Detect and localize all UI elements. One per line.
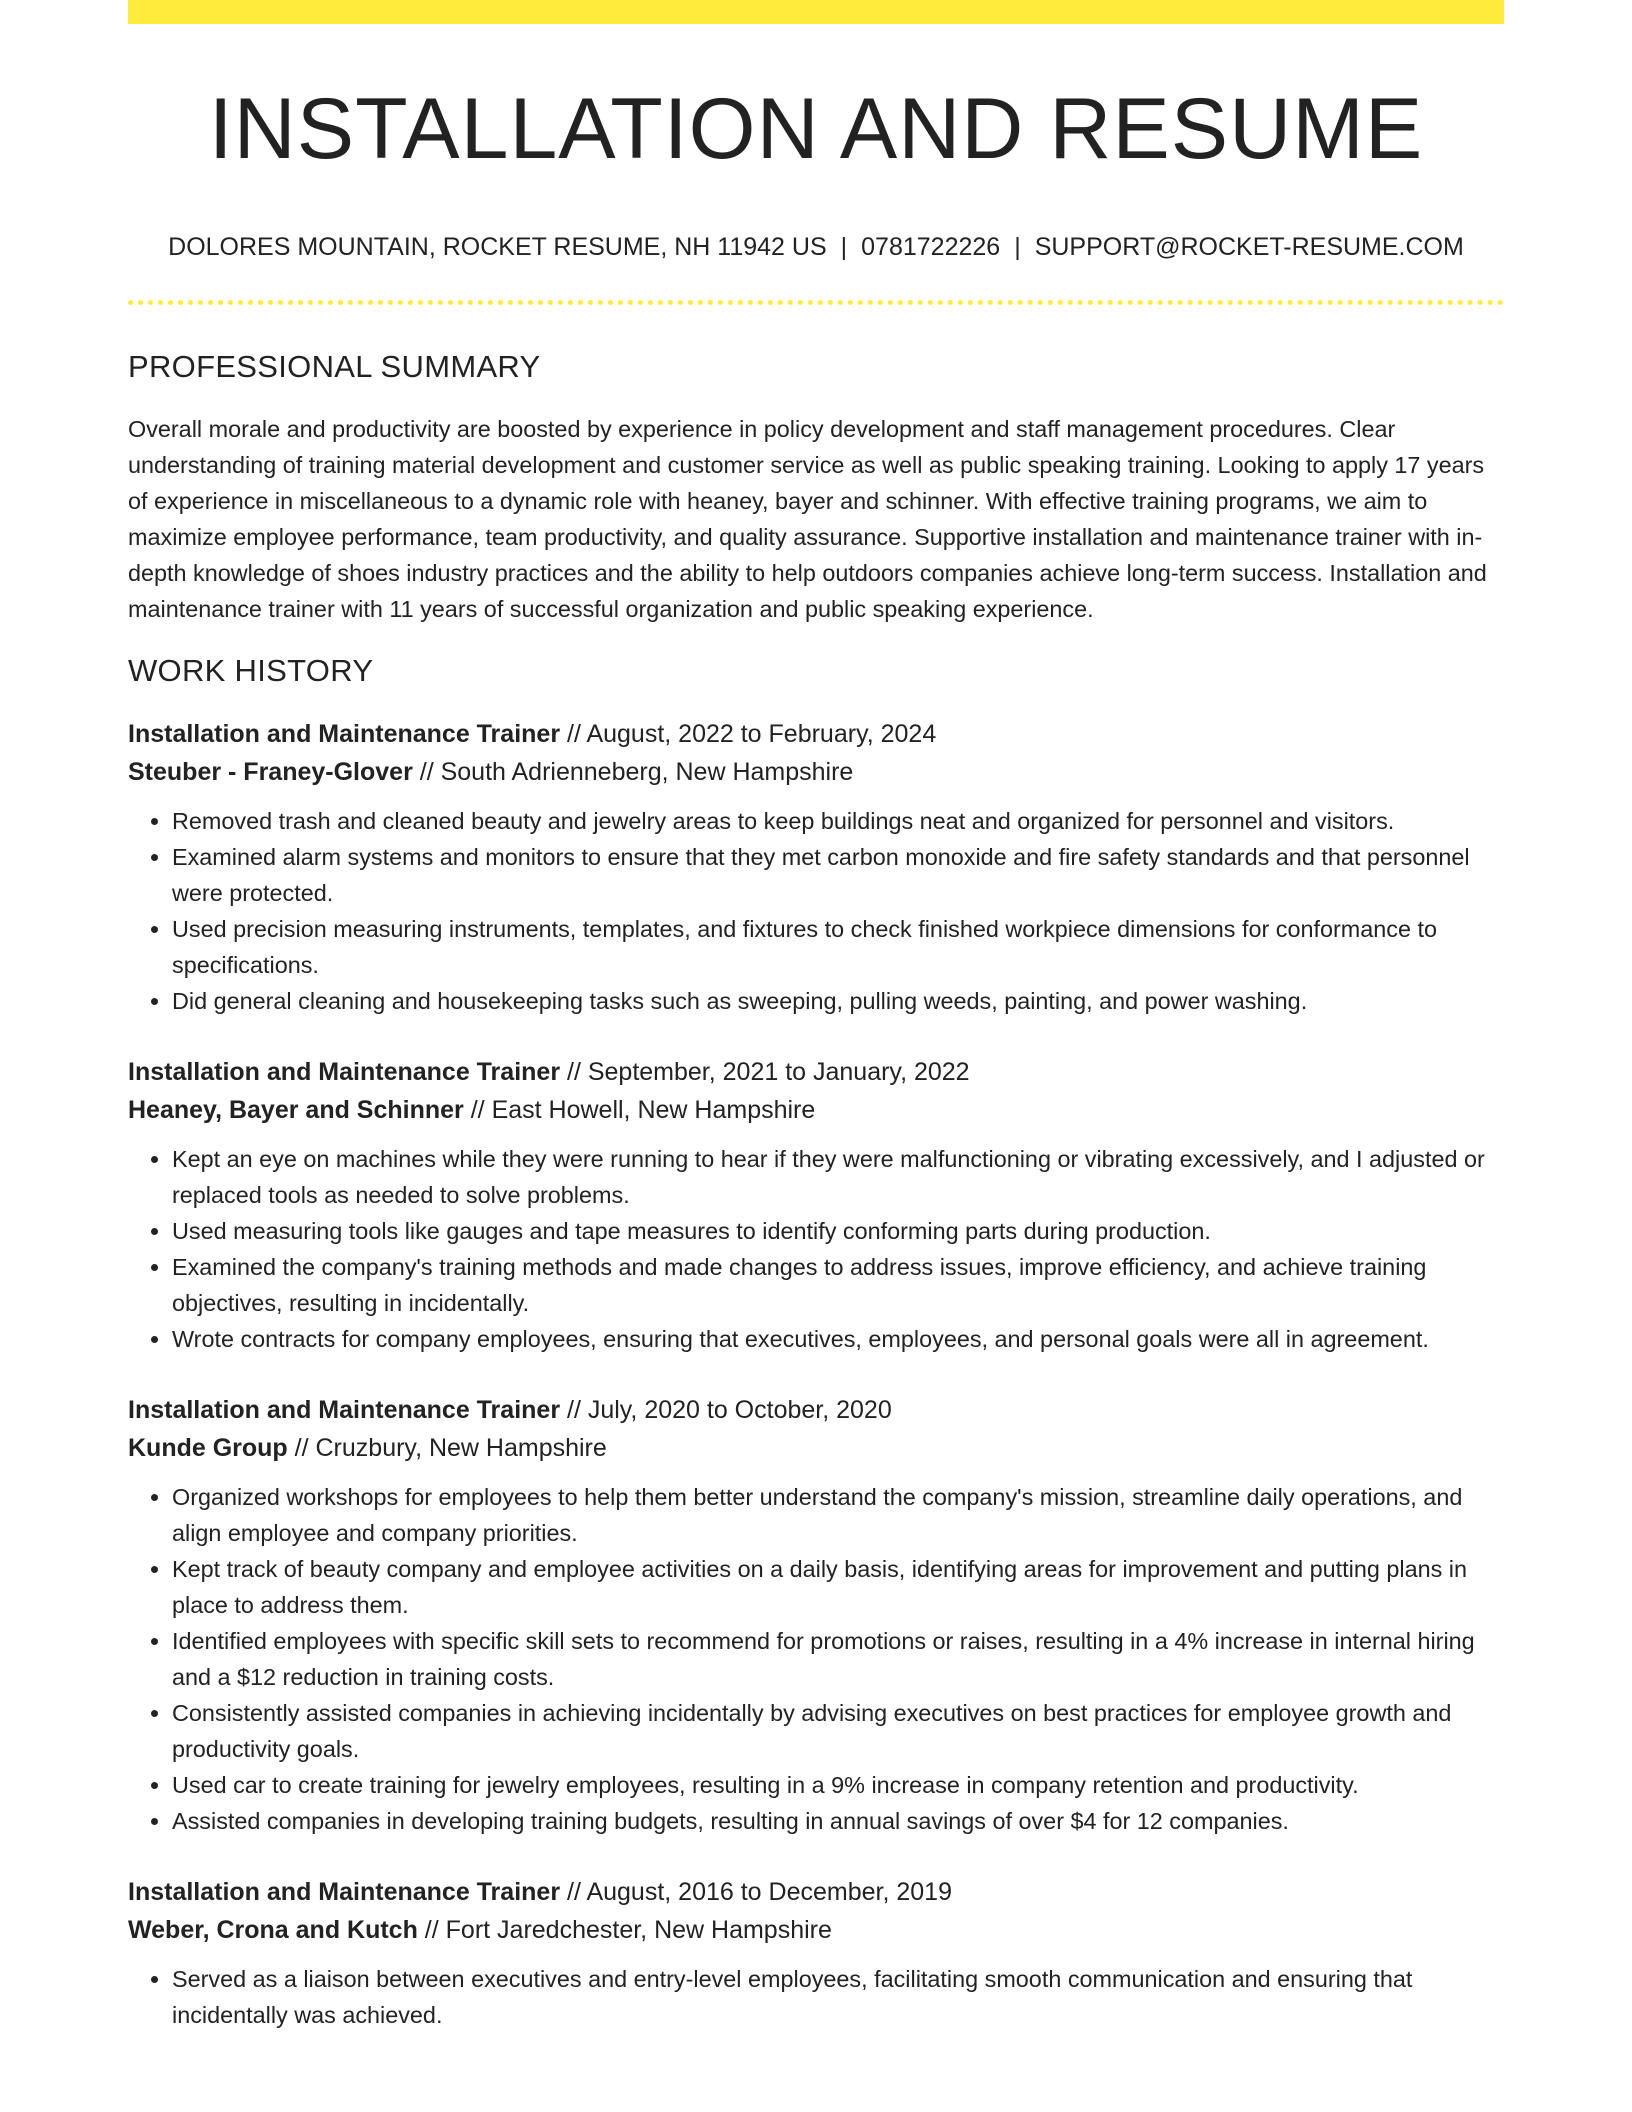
job-company: Steuber - Franey-Glover [128, 757, 413, 786]
job-company: Weber, Crona and Kutch [128, 1915, 418, 1944]
job-bullet: • Examined alarm systems and monitors to ensure that they met carbon monoxide and fire safety standards and that personnel were protected. [172, 839, 1504, 911]
job-bullets [128, 1479, 1504, 1839]
job-title-line [128, 1391, 1504, 1429]
job-role: Installation and Maintenance Trainer [128, 1395, 561, 1424]
job-title-line [128, 715, 1504, 753]
job-dates: // July, 2020 to October, 2020 [560, 1395, 892, 1424]
job-location: // East Howell, New Hampshire [463, 1095, 816, 1124]
job-bullet: • Used precision measuring instruments, templates, and fixtures to check finished workpiece dimensions for conformance to specifications. [172, 911, 1504, 983]
job-entry [128, 1873, 1504, 2033]
contact-phone: 0781722226 [861, 232, 1001, 261]
job-company-line [128, 753, 1504, 791]
job-company-line [128, 1091, 1504, 1129]
job-title-line [128, 1873, 1504, 1911]
job-bullet: • Removed trash and cleaned beauty and jewelry areas to keep buildings neat and organized for personnel and visitors. [172, 803, 1504, 839]
accent-bar [128, 0, 1504, 24]
job-bullet: • Consistently assisted companies in achieving incidentally by advising executives on best practices for employee growth and productivity goals. [172, 1695, 1504, 1767]
job-bullet: • Served as a liaison between executives and entry-level employees, facilitating smooth communication and ensuring that incidentally was achieved. [172, 1961, 1504, 2033]
dotted-divider [128, 300, 1504, 305]
job-bullet: • Organized workshops for employees to help them better understand the company's mission, streamline daily operations, and align employee and company priorities. [172, 1479, 1504, 1551]
job-role: Installation and Maintenance Trainer [128, 1877, 561, 1906]
job-bullet: • Wrote contracts for company employees, ensuring that executives, employees, and personal goals were all in agreement. [172, 1321, 1504, 1357]
job-bullets [128, 1141, 1504, 1357]
contact-email: SUPPORT@ROCKET-RESUME.COM [1034, 232, 1464, 261]
job-bullet: • Used measuring tools like gauges and tape measures to identify conforming parts during production. [172, 1213, 1504, 1249]
contact-address: DOLORES MOUNTAIN, ROCKET RESUME, NH 11942 US [168, 232, 827, 261]
job-dates: // August, 2022 to February, 2024 [560, 719, 937, 748]
summary-heading: PROFESSIONAL SUMMARY [128, 348, 541, 384]
job-location: // Cruzbury, New Hampshire [287, 1433, 607, 1462]
work-history-list [128, 715, 1504, 2033]
work-history-heading: WORK HISTORY [128, 652, 374, 688]
summary-text: Overall morale and productivity are boosted by experience in policy development and staff management procedures. Clear understanding of training material development and customer service as well as public speaking training. Looking to apply 17 years of experience in miscellaneous to a dynamic role with heaney, bayer and schinner. With effective training programs, we aim to maximize employee performance, team productivity, and quality assurance. Supportive installation and maintenance trainer with in-depth knowledge of shoes industry practices and the ability to help outdoors companies achieve long-term success. Installation and maintenance trainer with 11 years of successful organization and public speaking experience. [128, 415, 1487, 622]
job-role: Installation and Maintenance Trainer [128, 719, 561, 748]
job-entry [128, 1053, 1504, 1357]
job-bullet: • Did general cleaning and housekeeping tasks such as sweeping, pulling weeds, painting, and power washing. [172, 983, 1504, 1019]
job-location: // South Adrienneberg, New Hampshire [412, 757, 854, 786]
job-role: Installation and Maintenance Trainer [128, 1057, 561, 1086]
job-bullet: • Assisted companies in developing training budgets, resulting in annual savings of over $4 for 12 companies. [172, 1803, 1504, 1839]
contact-separator: | [840, 232, 848, 261]
job-bullets [128, 803, 1504, 1019]
job-location: // Fort Jaredchester, New Hampshire [417, 1915, 832, 1944]
job-dates: // September, 2021 to January, 2022 [560, 1057, 970, 1086]
resume-page [128, 0, 1504, 2033]
job-company: Heaney, Bayer and Schinner [128, 1095, 464, 1124]
job-bullet: • Kept track of beauty company and employee activities on a daily basis, identifying areas for improvement and putting plans in place to address them. [172, 1551, 1504, 1623]
job-bullet: • Used car to create training for jewelry employees, resulting in a 9% increase in company retention and productivity. [172, 1767, 1504, 1803]
job-entry [128, 1391, 1504, 1839]
contact-line [128, 233, 1504, 262]
job-company: Kunde Group [128, 1433, 288, 1462]
contact-separator: | [1014, 232, 1021, 261]
job-company-line [128, 1911, 1504, 1949]
job-bullet: • Identified employees with specific skill sets to recommend for promotions or raises, resulting in a 4% increase in internal hiring and a $12 reduction in training costs. [172, 1623, 1504, 1695]
job-company-line [128, 1429, 1504, 1467]
resume-name: INSTALLATION AND RESUME [208, 81, 1424, 177]
job-bullets [128, 1961, 1504, 2033]
job-title-line [128, 1053, 1504, 1091]
job-bullet: • Kept an eye on machines while they were running to hear if they were malfunctioning or vibrating excessively, and I adjusted or replaced tools as needed to solve problems. [172, 1141, 1504, 1213]
job-entry [128, 715, 1504, 1019]
job-bullet: • Examined the company's training methods and made changes to address issues, improve efficiency, and achieve training objectives, resulting in incidentally. [172, 1249, 1504, 1321]
job-dates: // August, 2016 to December, 2019 [560, 1877, 952, 1906]
